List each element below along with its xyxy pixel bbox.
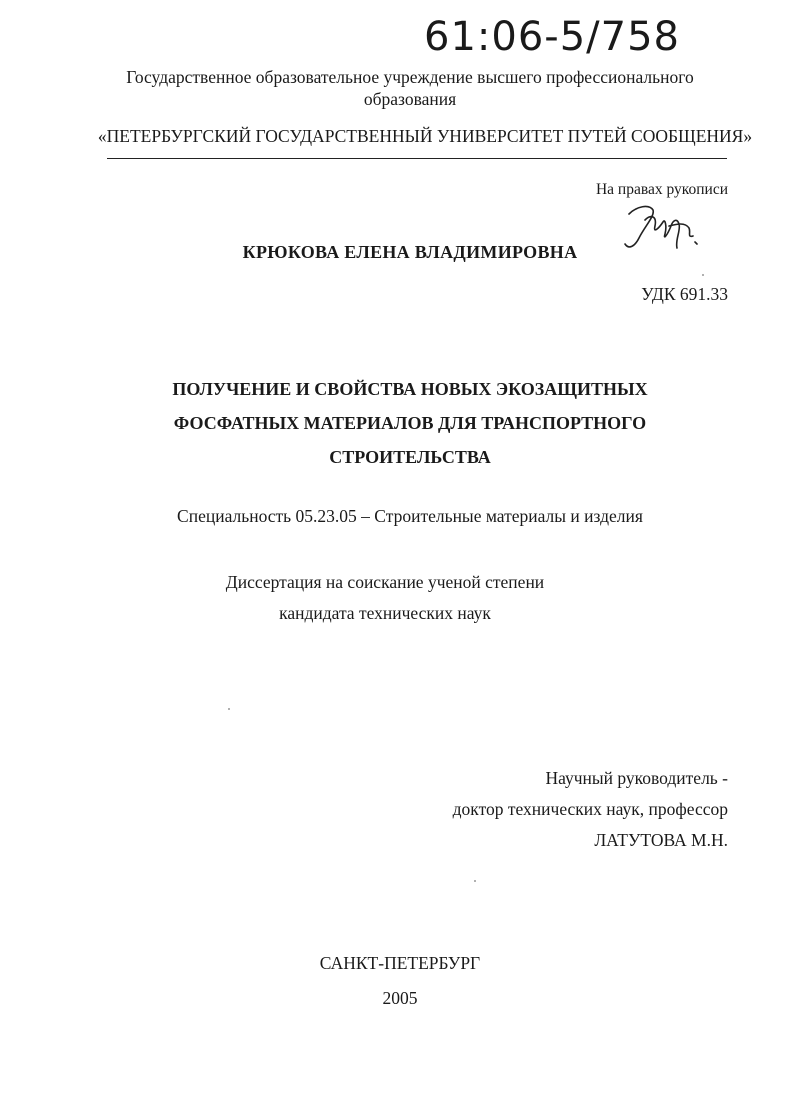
archive-code <box>420 8 680 60</box>
supervisor-role: Научный руководитель - <box>545 768 728 788</box>
author-signature <box>615 196 705 262</box>
scan-speck <box>228 708 230 710</box>
university-name: «ПЕТЕРБУРГСКИЙ ГОСУДАРСТВЕННЫЙ УНИВЕРСИТЕТ ПУТЕЙ СООБЩЕНИЯ» <box>97 126 753 146</box>
institution-line-1: Государственное образовательное учреждение высшего профессионального <box>126 67 694 87</box>
author-name: КРЮКОВА ЕЛЕНА ВЛАДИМИРОВНА <box>242 242 578 262</box>
supervisor-degree: доктор технических наук, профессор <box>452 799 728 819</box>
title-line-1: ПОЛУЧЕНИЕ И СВОЙСТВА НОВЫХ ЭКОЗАЩИТНЫХ <box>172 379 648 399</box>
archive-code-text: 61:06-5/758 <box>424 14 680 60</box>
scan-speck <box>474 880 476 882</box>
degree-line-2: кандидата технических наук <box>279 603 491 623</box>
year: 2005 <box>382 988 418 1008</box>
degree-statement <box>120 567 650 629</box>
udc-code: УДК 691.33 <box>641 284 728 304</box>
institution-line-2: образования <box>363 89 457 109</box>
header-divider <box>107 158 727 159</box>
institution-name <box>60 66 760 110</box>
title-line-2: ФОСФАТНЫХ МАТЕРИАЛОВ ДЛЯ ТРАНСПОРТНОГО <box>173 413 647 433</box>
specialty-line: Специальность 05.23.05 – Строительные материалы и изделия <box>177 506 643 526</box>
title-line-3: СТРОИТЕЛЬСТВА <box>329 447 491 467</box>
supervisor-name: ЛАТУТОВА М.Н. <box>594 830 728 850</box>
dissertation-title <box>80 372 740 474</box>
scan-speck <box>702 274 704 276</box>
city: САНКТ-ПЕТЕРБУРГ <box>319 953 481 973</box>
manuscript-rights-note: На правах рукописи <box>595 181 728 198</box>
degree-line-1: Диссертация на соискание ученой степени <box>225 572 545 592</box>
supervisor-block <box>380 763 728 856</box>
